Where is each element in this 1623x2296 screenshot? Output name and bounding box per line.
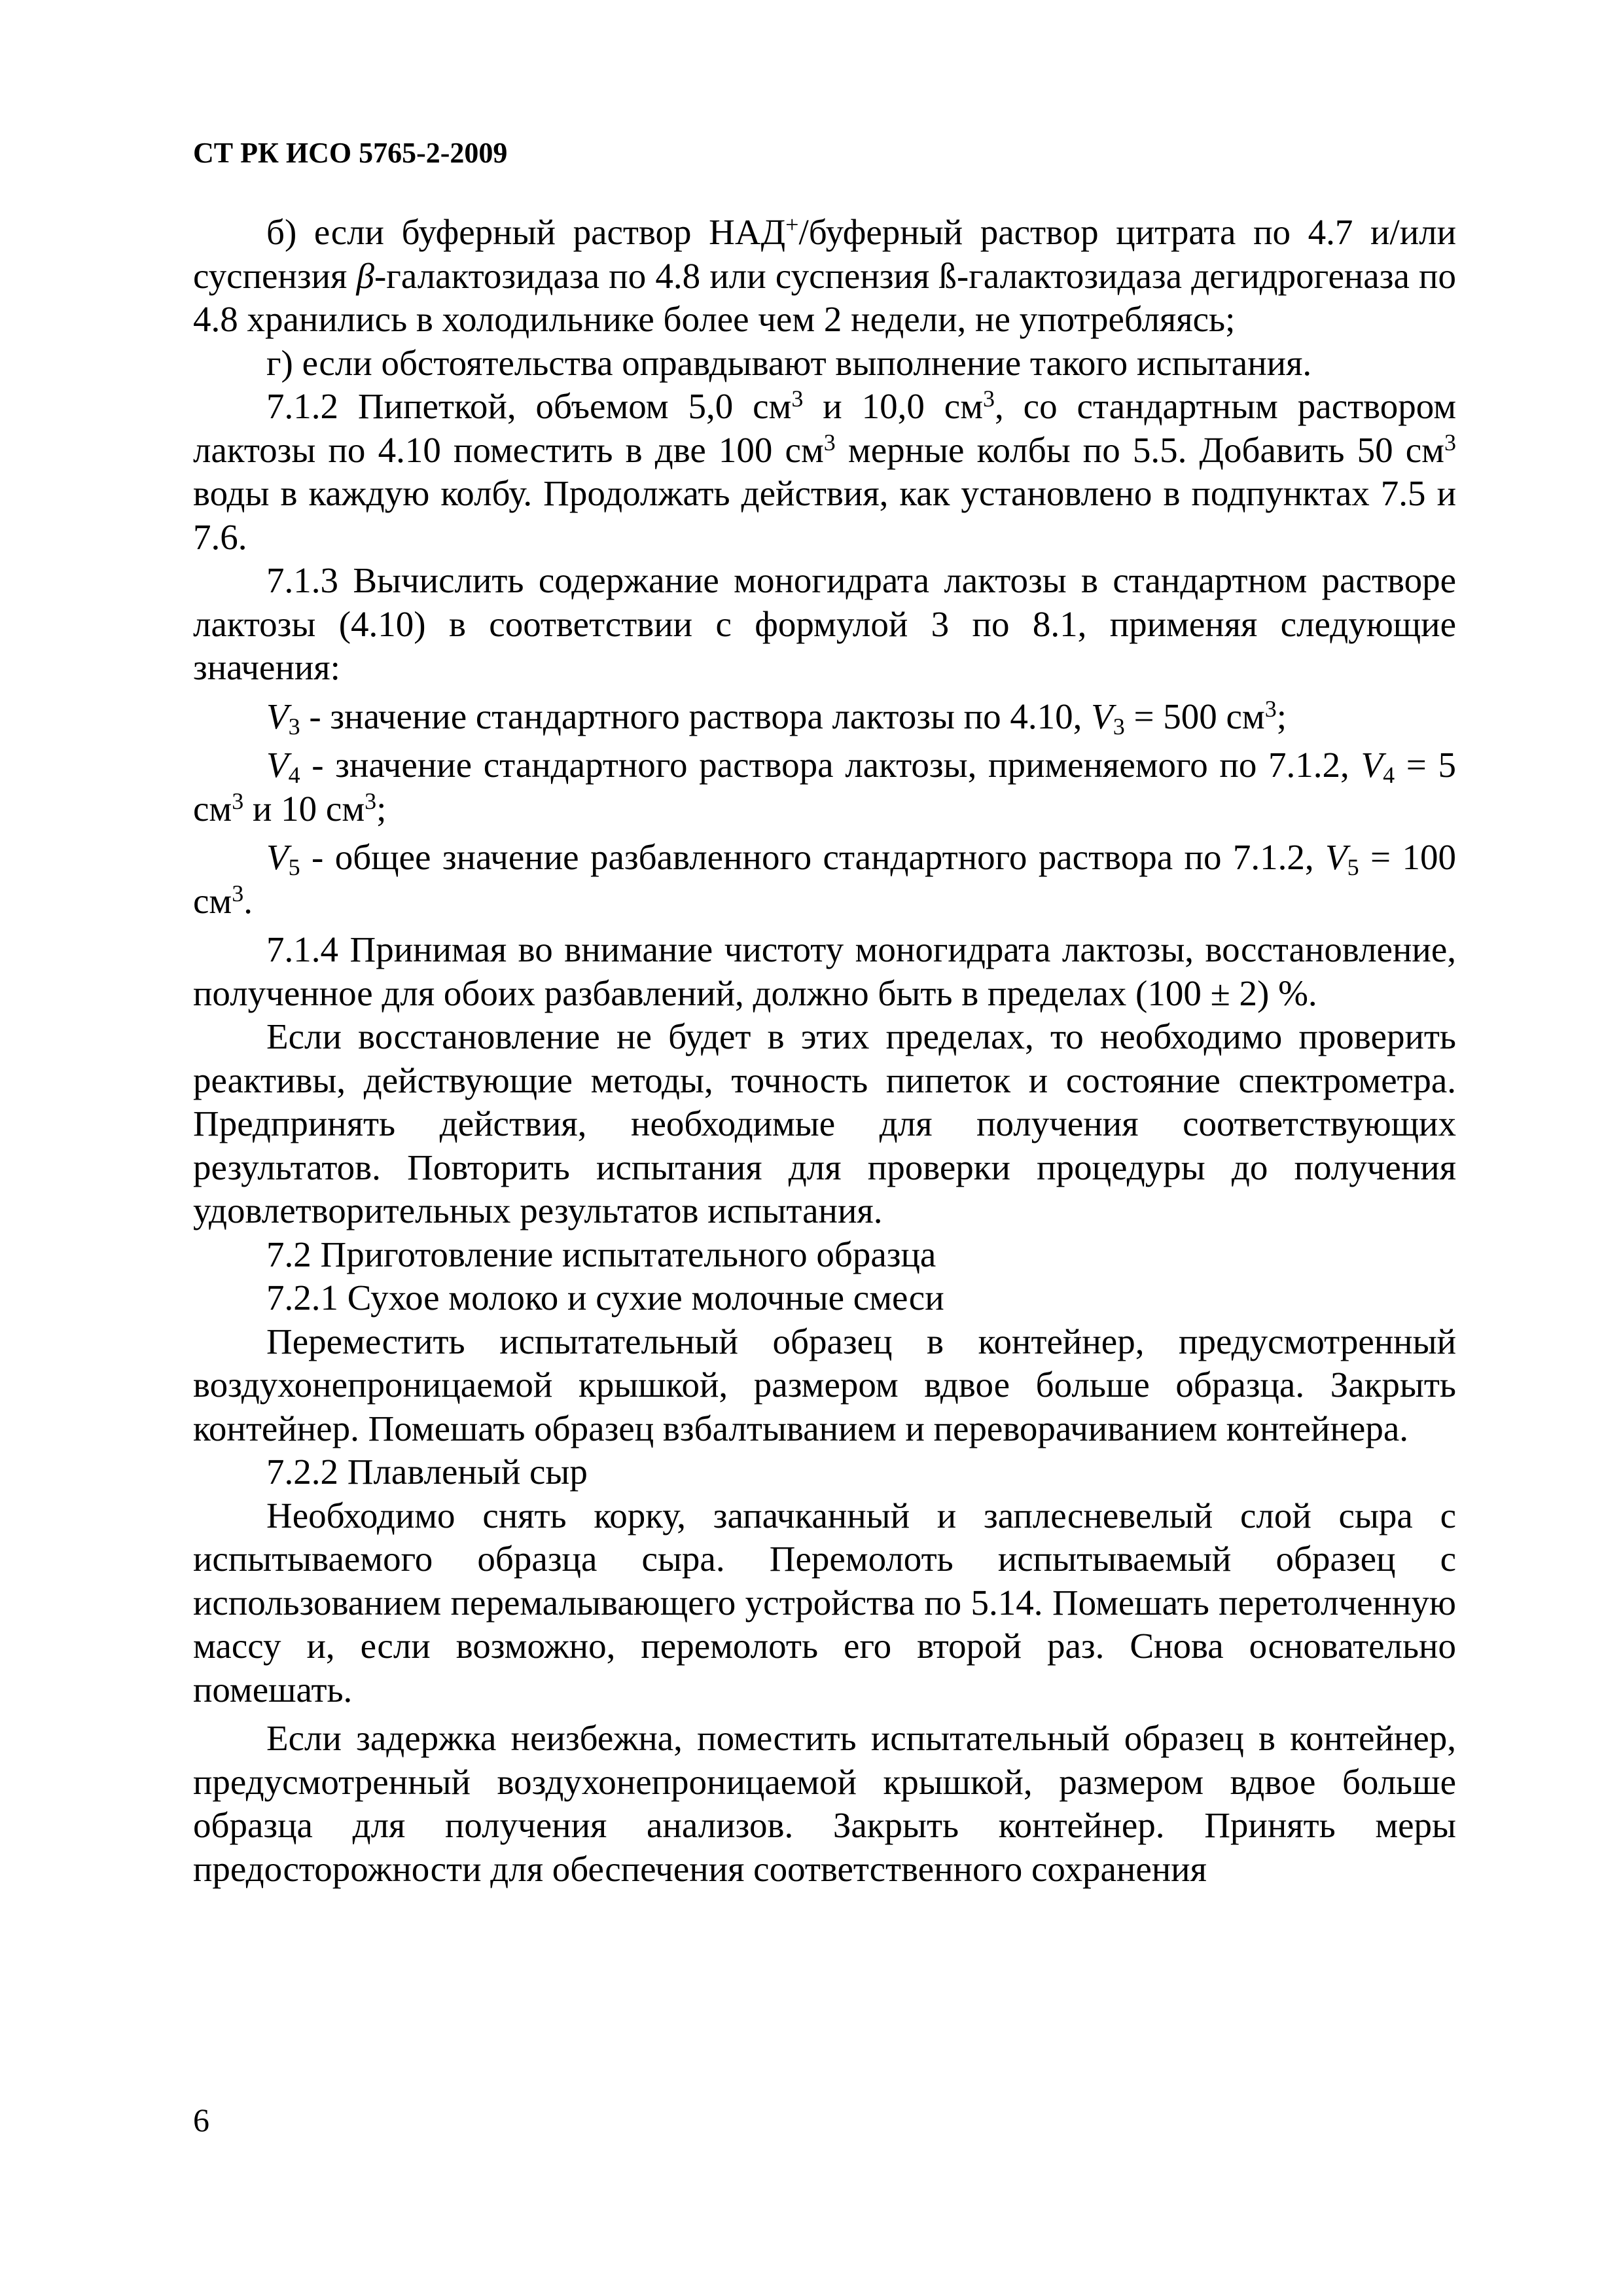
document-body <box>193 211 1456 1891</box>
section-heading-7-2-1: 7.2.1 Сухое молоко и сухие молочные смеси <box>266 1278 944 1318</box>
paragraph-item-g: г) если обстоятельства оправдывают выполнение такого испытания. <box>266 342 1312 383</box>
definition-v5: $V_5$ - общее значение разбавленного стандартного раствора по 7.1.2, $V_5 = 100$ $см^3$. <box>193 837 1456 921</box>
definition-v3: $V_3$ - значение стандартного раствора лактозы по 4.10, $V_3 = 500$ $см^3$; <box>266 695 1287 740</box>
section-heading-7-2: 7.2 Приготовление испытательного образца <box>266 1234 936 1274</box>
section-heading-7-2-2: 7.2.2 Плавленый сыр <box>266 1452 588 1492</box>
paragraph-processed-cheese: Необходимо снять корку, запачканный и заплесневелый слой сыра с испытываемого образца сыра. Перемолоть испытываемый образец с использованием перемалывающего устройства по 5.14. Помешать перетолченную массу и, если возможно, перемолоть его второй раз. Снова основательно помешать. <box>193 1495 1456 1710</box>
page-number: 6 <box>193 2102 209 2138</box>
definition-v4: $V_4$ - значение стандартного раствора лактозы, применяемого по 7.1.2, $V_4 = 5$ $см^3$ и 10 $см^3$; <box>193 745 1456 829</box>
paragraph-recovery-check: Если восстановление не будет в этих пределах, то необходимо проверить реактивы, действующие методы, точность пипеток и состояние спектрометра. Предпринять действия, необходимые для получения соответствующих результатов. Повторить испытания для проверки процедуры до получения удовлетворительных результатов испытания. <box>193 1016 1456 1230</box>
paragraph-item-b: б) если буферный раствор НАД+/буферный раствор цитрата по 4.7 и/или суспензия β-галактозидаза по 4.8 или суспензия ß-галактозидаза дегидрогеназа по 4.8 хранились в холодильнике более чем 2 недели, не употребляясь; <box>193 211 1457 339</box>
paragraph-7-1-2: 7.1.2 Пипеткой, объемом 5,0 $см^3$ и 10,0 $см^3$, со стандартным раствором лактозы по 4.10 поместить в две 100 $см^3$ мерные колбы по 5.5. Добавить 50 $см^3$ воды в каждую колбу. Продолжать действия, как установлено в подпунктах 7.5 и 7.6. <box>193 386 1456 557</box>
document-code-header: СТ РК ИСО 5765-2-2009 <box>193 137 508 169</box>
paragraph-7-1-3: 7.1.3 Вычислить содержание моногидрата лактозы в стандартном растворе лактозы (4.10) в соответствии с формулой 3 по 8.1, применяя следующие значения: <box>193 560 1456 687</box>
paragraph-dry-milk: Переместить испытательный образец в контейнер, предусмотренный воздухонепроницаемой крышкой, размером вдвое больше образца. Закрыть контейнер. Помешать образец взбалтыванием и переворачиванием контейнера. <box>193 1321 1456 1448</box>
paragraph-7-1-4: 7.1.4 Принимая во внимание чистоту моногидрата лактозы, восстановление, полученное для обоих разбавлений, должно быть в пределах (100 ± 2) %. <box>193 929 1456 1013</box>
paragraph-delay: Если задержка неизбежна, поместить испытательный образец в контейнер, предусмотренный воздухонепроницаемой крышкой, размером вдвое больше образца для получения анализов. Закрыть контейнер. Принять меры предосторожности для обеспечения соответственного сохранения <box>193 1718 1456 1889</box>
